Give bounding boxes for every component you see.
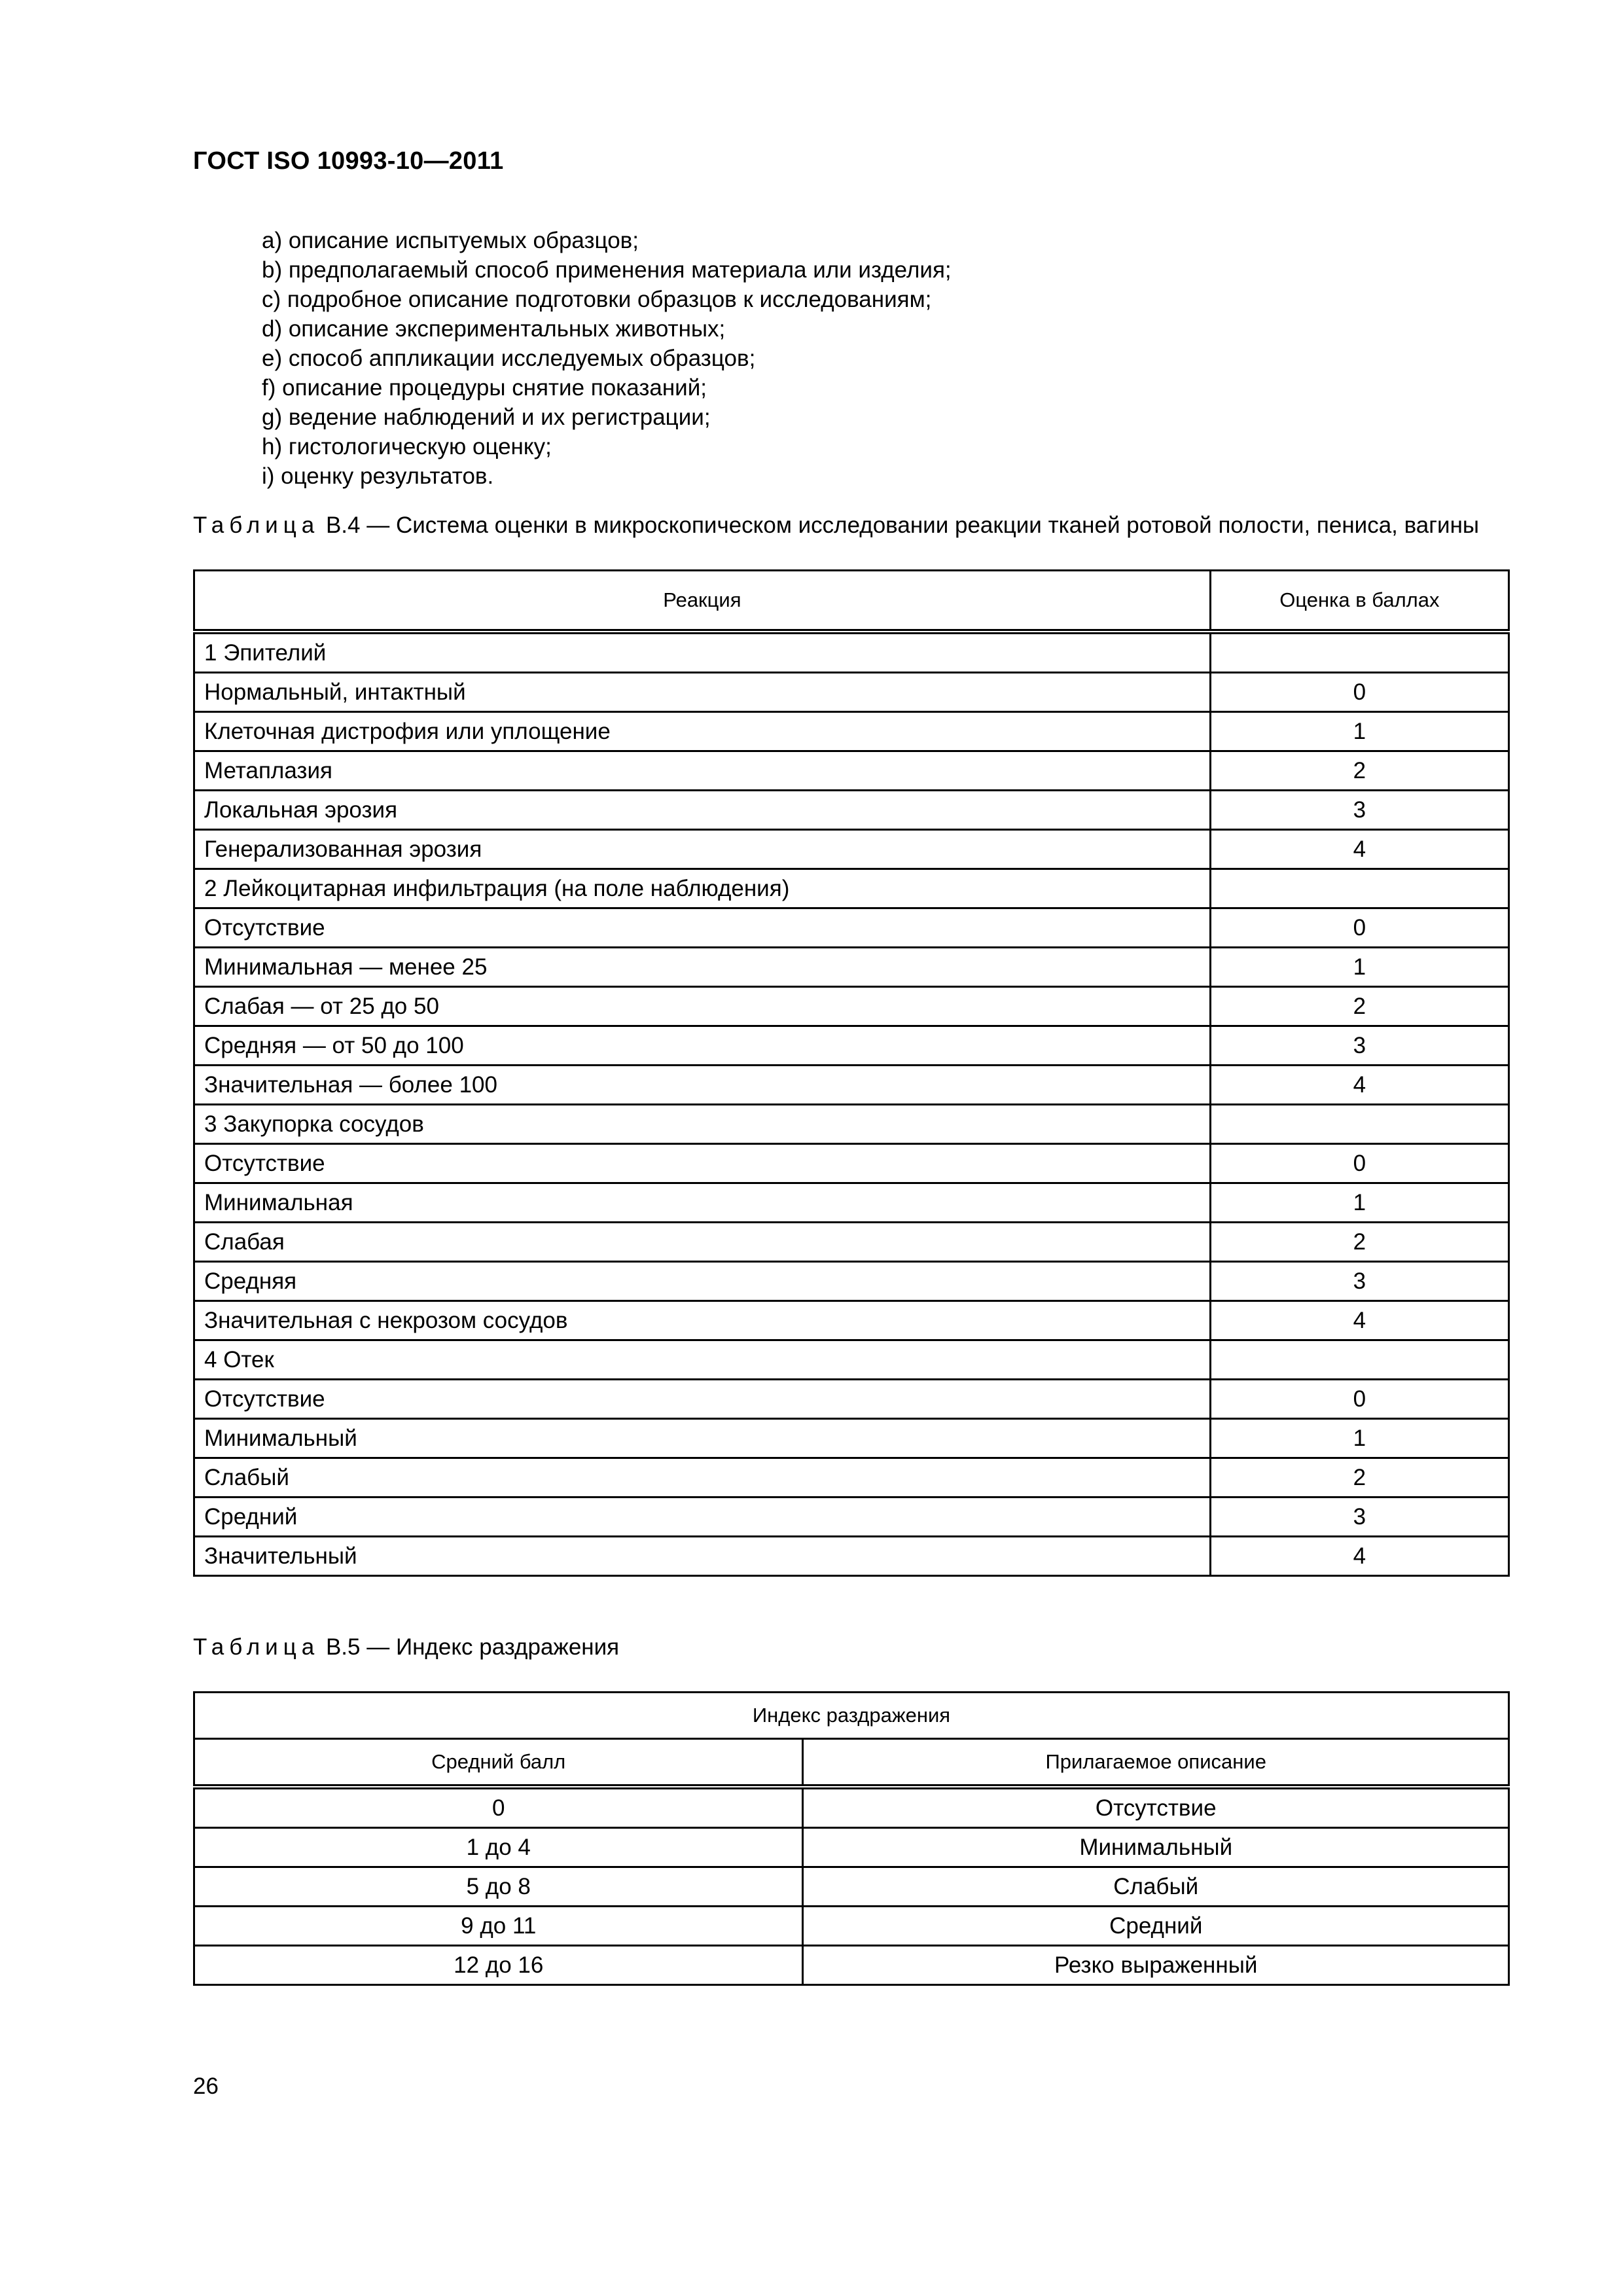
table-cell-label: Отсутствие [194, 908, 1211, 948]
table-cell-label: Слабая — от 25 до 50 [194, 987, 1211, 1026]
table-row [194, 1026, 1509, 1066]
table-row [194, 1262, 1509, 1301]
table-cell-label: Значительная — более 100 [194, 1066, 1211, 1105]
table-row [194, 1419, 1509, 1458]
table-row [194, 1828, 1509, 1867]
caption-text: B.4 — Система оценки в микроскопическом исследовании реакции тканей ротовой полости, пениса, вагины [319, 512, 1480, 538]
table-cell-value: Резко выраженный [803, 1946, 1509, 1985]
table-row [194, 1498, 1509, 1537]
table-row [194, 1537, 1509, 1576]
table-row [194, 1144, 1509, 1183]
table-cell-value: 4 [1210, 830, 1508, 869]
list-item: d) описание экспериментальных животных; [262, 316, 726, 342]
list-item: b) предполагаемый способ применения материала или изделия; [262, 257, 952, 283]
table-row [194, 987, 1509, 1026]
table-cell-label: 0 [194, 1787, 803, 1828]
table-cell-label: Клеточная дистрофия или уплощение [194, 712, 1211, 751]
caption-text: B.5 — Индекс раздражения [319, 1634, 620, 1660]
table-cell-value: 2 [1210, 1223, 1508, 1262]
document-header: ГОСТ ISO 10993-10—2011 [193, 147, 504, 175]
column-header-score: Оценка в баллах [1210, 571, 1508, 632]
table-row [194, 632, 1509, 673]
table-b5-body [194, 1787, 1509, 1985]
table-cell-value: 1 [1210, 1419, 1508, 1458]
table-row [194, 1867, 1509, 1907]
table-row [194, 1066, 1509, 1105]
table-row [194, 948, 1509, 987]
column-header-mean-score: Средний балл [194, 1739, 803, 1787]
table-cell-label: 4 Отек [194, 1340, 1211, 1380]
table-b4-caption [193, 512, 1479, 539]
table-cell-value: 2 [1210, 751, 1508, 791]
table-cell-value: 1 [1210, 948, 1508, 987]
table-cell-label: Отсутствие [194, 1144, 1211, 1183]
table-cell-value: Минимальный [803, 1828, 1509, 1867]
table-cell-label: 3 Закупорка сосудов [194, 1105, 1211, 1144]
table-cell-value: 3 [1210, 791, 1508, 830]
table-row [194, 1946, 1509, 1985]
caption-prefix: Таблица [193, 1634, 320, 1660]
table-cell-label: 9 до 11 [194, 1907, 803, 1946]
table-cell-label: Минимальный [194, 1419, 1211, 1458]
table-cell-value: 3 [1210, 1026, 1508, 1066]
table-b4 [193, 569, 1510, 1577]
table-row [194, 1907, 1509, 1946]
table-cell-value: 0 [1210, 1144, 1508, 1183]
table-cell-value: 1 [1210, 1183, 1508, 1223]
table-cell-label: Генерализованная эрозия [194, 830, 1211, 869]
table-cell-value: 4 [1210, 1301, 1508, 1340]
table-b5 [193, 1691, 1510, 1986]
table-cell-label: 1 до 4 [194, 1828, 803, 1867]
table-cell-value: 4 [1210, 1066, 1508, 1105]
table-cell-label: 1 Эпителий [194, 632, 1211, 673]
table-row [194, 1340, 1509, 1380]
table-cell-label: Средний [194, 1498, 1211, 1537]
table-row [194, 869, 1509, 908]
table-cell-label: Метаплазия [194, 751, 1211, 791]
table-cell-value: 2 [1210, 987, 1508, 1026]
table-row [194, 830, 1509, 869]
list-item: f) описание процедуры снятие показаний; [262, 375, 707, 401]
page-number: 26 [193, 2073, 219, 2099]
table-cell-label: Значительный [194, 1537, 1211, 1576]
list-item: c) подробное описание подготовки образцов к исследованиям; [262, 287, 932, 312]
column-header-description: Прилагаемое описание [803, 1739, 1509, 1787]
table-cell-value [1210, 1105, 1508, 1144]
table-header-row [194, 1739, 1509, 1787]
table-cell-label: Слабый [194, 1458, 1211, 1498]
table-cell-value: 3 [1210, 1498, 1508, 1537]
table-cell-value: 3 [1210, 1262, 1508, 1301]
table-cell-label: Минимальная — менее 25 [194, 948, 1211, 987]
table-row [194, 1105, 1509, 1144]
list-item: h) гистологическую оценку; [262, 434, 552, 459]
table-cell-value: 0 [1210, 1380, 1508, 1419]
table-cell-value: Средний [803, 1907, 1509, 1946]
list-item: g) ведение наблюдений и их регистрации; [262, 404, 711, 430]
table-row [194, 673, 1509, 712]
table-cell-label: Локальная эрозия [194, 791, 1211, 830]
table-row [194, 908, 1509, 948]
table-cell-label: Отсутствие [194, 1380, 1211, 1419]
table-b5-caption [193, 1634, 619, 1660]
table-cell-label: Средняя [194, 1262, 1211, 1301]
table-cell-value: 4 [1210, 1537, 1508, 1576]
table-cell-value: Слабый [803, 1867, 1509, 1907]
table-b4-body [194, 632, 1509, 1576]
list-item: i) оценку результатов. [262, 463, 494, 489]
table-cell-value: 2 [1210, 1458, 1508, 1498]
table-cell-label: 12 до 16 [194, 1946, 803, 1985]
table-row [194, 751, 1509, 791]
table-cell-value: 1 [1210, 712, 1508, 751]
table-row [194, 1223, 1509, 1262]
table-cell-label: Средняя — от 50 до 100 [194, 1026, 1211, 1066]
table-cell-value: Отсутствие [803, 1787, 1509, 1828]
table-row [194, 1301, 1509, 1340]
list-item: a) описание испытуемых образцов; [262, 228, 639, 253]
table-cell-label: 2 Лейкоцитарная инфильтрация (на поле наблюдения) [194, 869, 1211, 908]
table-row [194, 1458, 1509, 1498]
table-cell-label: Слабая [194, 1223, 1211, 1262]
table-cell-label: Минимальная [194, 1183, 1211, 1223]
table-cell-label: Значительная с некрозом сосудов [194, 1301, 1211, 1340]
table-row [194, 712, 1509, 751]
table-cell-value: 0 [1210, 908, 1508, 948]
table-cell-value [1210, 869, 1508, 908]
table-row [194, 1183, 1509, 1223]
table-header-row [194, 571, 1509, 632]
table-cell-value [1210, 632, 1508, 673]
caption-prefix: Таблица [193, 512, 320, 538]
table-cell-label: Нормальный, интактный [194, 673, 1211, 712]
table-cell-value: 0 [1210, 673, 1508, 712]
table-group-header-row [194, 1693, 1509, 1739]
report-items-list [262, 226, 952, 491]
table-row [194, 1787, 1509, 1828]
list-item: e) способ аппликации исследуемых образцов; [262, 346, 756, 371]
table-row [194, 1380, 1509, 1419]
group-header-irritation-index: Индекс раздражения [194, 1693, 1509, 1739]
column-header-reaction: Реакция [194, 571, 1211, 632]
table-cell-label: 5 до 8 [194, 1867, 803, 1907]
table-row [194, 791, 1509, 830]
table-cell-value [1210, 1340, 1508, 1380]
